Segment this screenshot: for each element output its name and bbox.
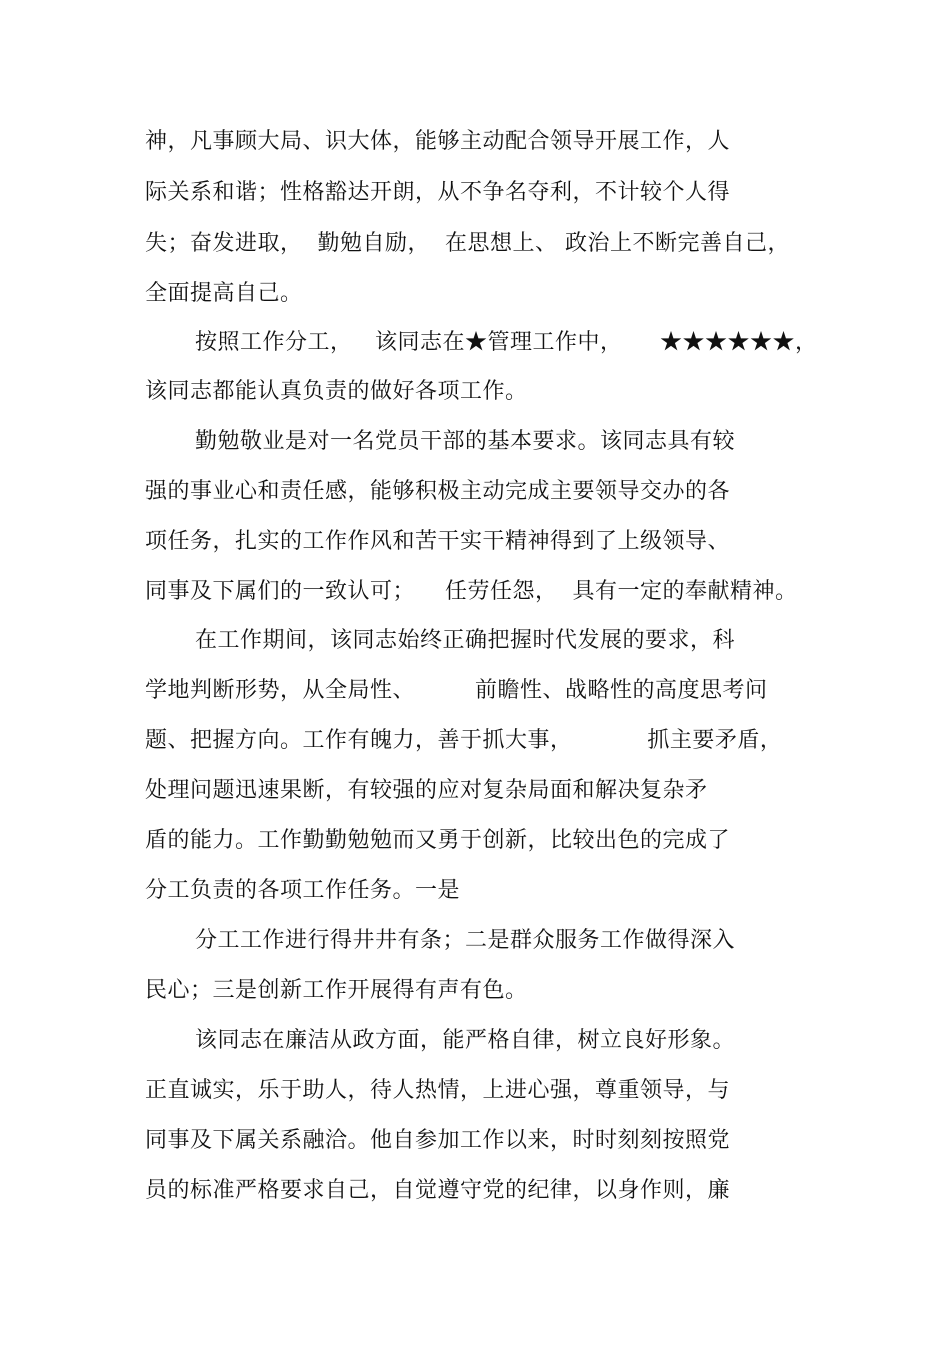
text-line: 学地判断形势，从全局性、 前瞻性、战略性的高度思考问 <box>145 678 768 703</box>
text-line: 题、把握方向。工作有魄力，善于抓大事， 抓主要矛盾， <box>145 728 783 753</box>
text-line: 盾的能力。工作勤勤勉勉而又勇于创新，比较出色的完成了 <box>145 828 731 853</box>
text-line: 民心；三是创新工作开展得有声有色。 <box>145 978 528 1003</box>
paragraph-start-line: 勤勉敬业是对一名党员干部的基本要求。该同志具有较 <box>195 429 736 454</box>
text-line: 际关系和谐；性格豁达开朗，从不争名夺利，不计较个人得 <box>145 180 731 205</box>
text-line: 神，凡事顾大局、识大体，能够主动配合领导开展工作，人 <box>145 129 731 154</box>
text-line: 该同志都能认真负责的做好各项工作。 <box>145 379 528 404</box>
text-line: 全面提高自己。 <box>145 281 303 306</box>
text-line: 同事及下属们的一致认可； 任劳任怨， 具有一定的奉献精神。 <box>145 579 798 604</box>
text-line: 正直诚实，乐于助人，待人热情，上进心强，尊重领导，与 <box>145 1078 731 1103</box>
paragraph-start-line: 在工作期间，该同志始终正确把握时代发展的要求，科 <box>195 628 736 653</box>
text-line: 同事及下属关系融洽。他自参加工作以来，时时刻刻按照党 <box>145 1128 731 1153</box>
paragraph-start-line: 按照工作分工， 该同志在★管理工作中， ★★★★★★， <box>195 330 818 355</box>
text-line: 失；奋发进取， 勤勉自励， 在思想上、 政治上不断完善自己， <box>145 231 790 256</box>
paragraph-start-line: 该同志在廉洁从政方面，能严格自律，树立良好形象。 <box>195 1028 736 1053</box>
text-line: 员的标准严格要求自己，自觉遵守党的纪律，以身作则，廉 <box>145 1178 731 1203</box>
paragraph-start-line: 分工工作进行得井井有条；二是群众服务工作做得深入 <box>195 928 736 953</box>
text-line: 处理问题迅速果断，有较强的应对复杂局面和解决复杂矛 <box>145 778 708 803</box>
text-line: 强的事业心和责任感，能够积极主动完成主要领导交办的各 <box>145 479 731 504</box>
text-line: 项任务，扎实的工作作风和苦干实干精神得到了上级领导、 <box>145 529 731 554</box>
text-line: 分工负责的各项工作任务。一是 <box>145 878 461 903</box>
